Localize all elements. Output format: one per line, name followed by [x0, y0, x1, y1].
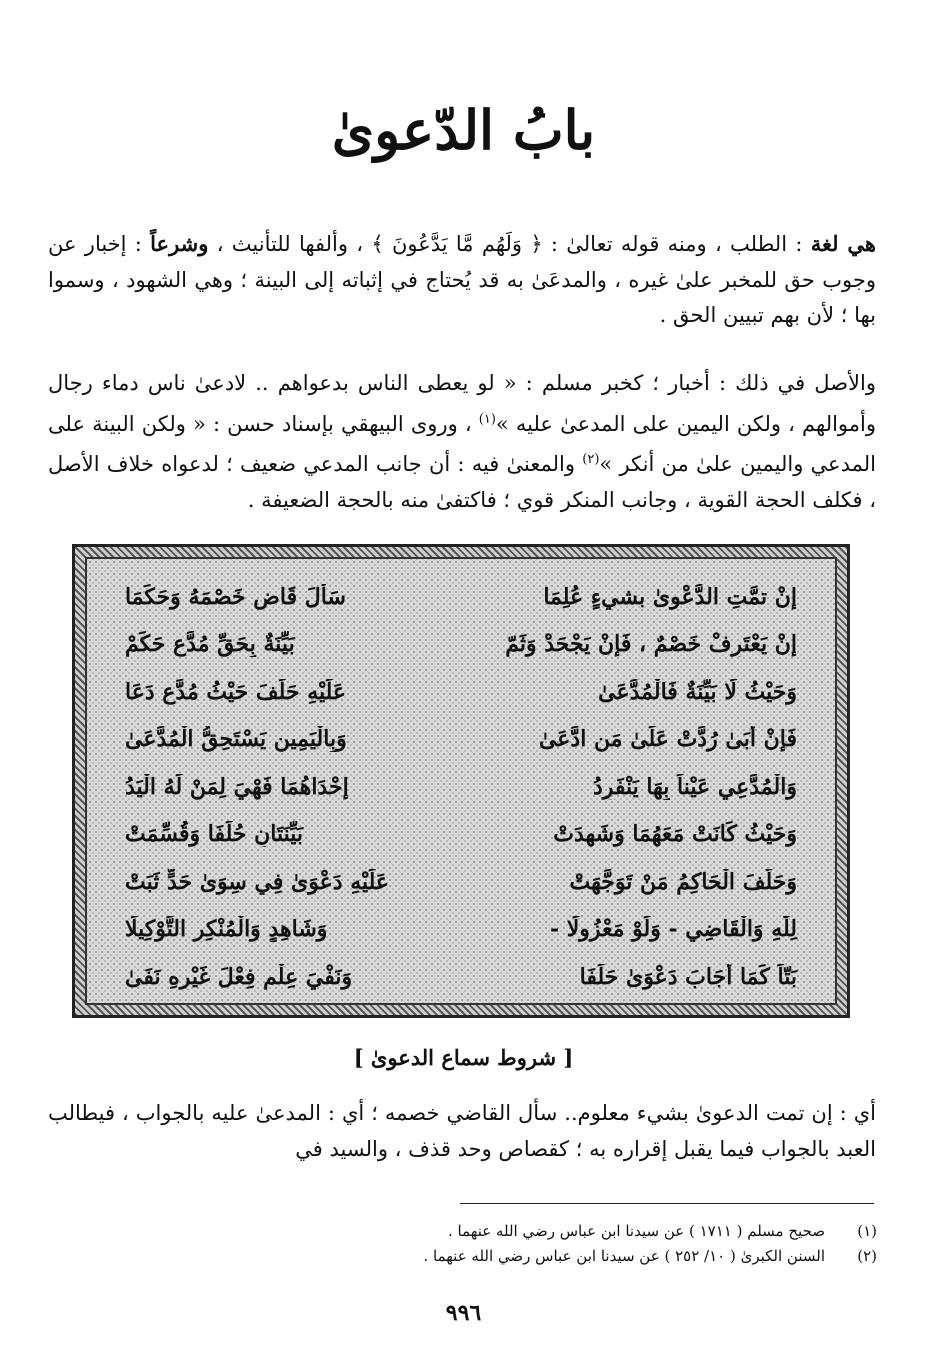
- verse-second-hemistich: بَيِّنَةٌ بِحَقِّ مُدَّعٍ حَكَمْ: [125, 631, 295, 658]
- footnote-ref-1[interactable]: (١): [478, 411, 496, 427]
- poem-verse: [115, 906, 807, 954]
- verse-first-hemistich: لِلّٰهِ وَالْقَاضِي - وَلَوْ مَعْزُولَا -: [549, 916, 797, 943]
- footnote-2: [49, 1245, 877, 1267]
- explanation-paragraph: أي : إن تمت الدعوىٰ بشيء معلوم.. سأل القاضي خصمه ؛ أي : المدعىٰ عليه بالجواب ، فيطالب العبد بالجواب فيما يقبل إقراره به ؛ كقصاص وحد قذف ، والسيد في: [48, 1101, 876, 1161]
- verse-second-hemistich: وَنَفْيَ عِلْمٍ فِعْلَ غَيْرِهِ نَفَىٰ: [125, 963, 353, 990]
- lugha-label: هي لغة: [810, 231, 876, 256]
- asl-part3: والمعنىٰ فيه : أن جانب المدعي ضعيف ؛ لدعواه خلاف الأصل ، فكلف الحجة القوية ، وجانب المنكر قوي ؛ فاكتفىٰ منه بالحجة الضعيفة .: [48, 452, 876, 512]
- verse-second-hemistich: سَأَلَ قَاضٍ خَصْمَهُ وَحَكَمَا: [125, 583, 346, 610]
- verse-second-hemistich: وَبِالْيَمِينِ يَسْتَحِقُّ الْمُدَّعَىٰ: [125, 726, 347, 753]
- poem-verse: [115, 763, 807, 811]
- footnote-number: (١): [857, 1222, 877, 1240]
- verse-first-hemistich: وَالْمُدَّعِي عَيْناً بِهَا يَنْفَرِدُ: [592, 773, 797, 800]
- poem-verse: [115, 668, 807, 716]
- asl-paragraph: [48, 366, 876, 518]
- footnote-text: السنن الكبرىٰ ( ١٠/ ٢٥٢ ) عن سيدنا ابن عباس رضي الله عنهما .: [423, 1247, 825, 1265]
- poem-verse: [115, 573, 807, 621]
- footnote-ref-2[interactable]: (٢): [582, 452, 600, 467]
- poem-box: [85, 557, 837, 1005]
- asl-part2: ، وروى البيهقي بإسناد حسن : « ولكن البينة على المدعي واليمين علىٰ من أنكر »: [48, 411, 876, 476]
- section-title: [ شروط سماع الدعوىٰ ]: [353, 1045, 574, 1070]
- shar-text: : إخبار عن وجوب حق للمخبر علىٰ غيره ، والمدعَىٰ به قد يُحتاج في إثباته إلى البينة ؛ وهي الشهود ، وسموا بها ؛ لأن بهم تبيين الحق .: [48, 232, 876, 327]
- footnote-divider: [460, 1203, 874, 1204]
- verse-first-hemistich: بَتّاً كَمَا أَجَابَ دَعْوَىٰ حَلَفَا: [579, 963, 797, 990]
- verse-first-hemistich: إنْ تمَّتِ الدَّعْوىٰ بشيءٍ عُلِمَا: [543, 583, 797, 610]
- verse-first-hemistich: وَحَيْثُ لَا بَيِّنَةٌ فَالْمُدَّعَىٰ: [598, 678, 797, 705]
- poem-verse: [115, 858, 807, 906]
- verse-second-hemistich: إِحْدَاهُمَا فَهْيَ لِمَنْ لَهُ الْيَدُ: [125, 773, 349, 800]
- footnote-1: [49, 1220, 877, 1242]
- poem-frame: [72, 544, 850, 1018]
- verse-second-hemistich: بَيِّنَتَانِ حُلِّفَا وَقُسِّمَتْ: [125, 821, 304, 848]
- shar-label: وشرعاً: [150, 231, 209, 256]
- poem-verse: [115, 621, 807, 669]
- verse-first-hemistich: إنْ يَعْتَرِفْ خَصْمٌ ، فَإِنْ يَجْحَدْ وَثَمّ: [505, 631, 797, 658]
- verse-second-hemistich: عَلَيْهِ حَلَفَ حَيْثُ مُدَّعٍ دَعَا: [125, 678, 347, 705]
- page-number: ٩٩٦: [445, 1300, 482, 1326]
- intro-paragraph: [48, 226, 876, 334]
- lugha-text: : الطلب ، ومنه قوله تعالىٰ : ﴿ وَلَهُم مَّا يَدَّعُونَ ﴾ ، وألفها للتأنيث ،: [208, 232, 803, 256]
- chapter-title: بابُ الدّعوىٰ: [331, 98, 596, 162]
- asl-part1: والأصل في ذلك : أخبار ؛ كخبر مسلم : « لو يعطى الناس بدعواهم .. لادعىٰ ناس دماء رجال وأموالهم ، ولكن اليمين على المدعىٰ عليه »: [48, 371, 877, 436]
- poem-verse: [115, 811, 807, 859]
- poem-verse: [115, 953, 807, 1001]
- footnote-text: صحيح مسلم ( ١٧١١ ) عن سيدنا ابن عباس رضي الله عنهما .: [448, 1222, 825, 1240]
- poem-verse: [115, 716, 807, 764]
- verse-second-hemistich: وَشَاهِدٍ وَالْمُنْكِرِ التَّوْكِيلَا: [125, 916, 328, 943]
- verse-second-hemistich: عَلَيْهِ دَعْوَىٰ فِي سِوَىٰ حَدٍّ ثَبَتْ: [125, 868, 390, 895]
- verse-first-hemistich: وَحَلَّفَ الْحَاكِمُ مَنْ تَوَجَّهَتْ: [569, 868, 797, 895]
- verse-first-hemistich: فَإِنْ أَبَىٰ رُدَّتْ عَلَىٰ مَنِ ادَّعَىٰ: [538, 726, 797, 753]
- footnote-number: (٢): [857, 1247, 877, 1265]
- verse-first-hemistich: وَحَيْثُ كَانَتْ مَعَهُمَا وَشَهِدَتْ: [553, 821, 797, 848]
